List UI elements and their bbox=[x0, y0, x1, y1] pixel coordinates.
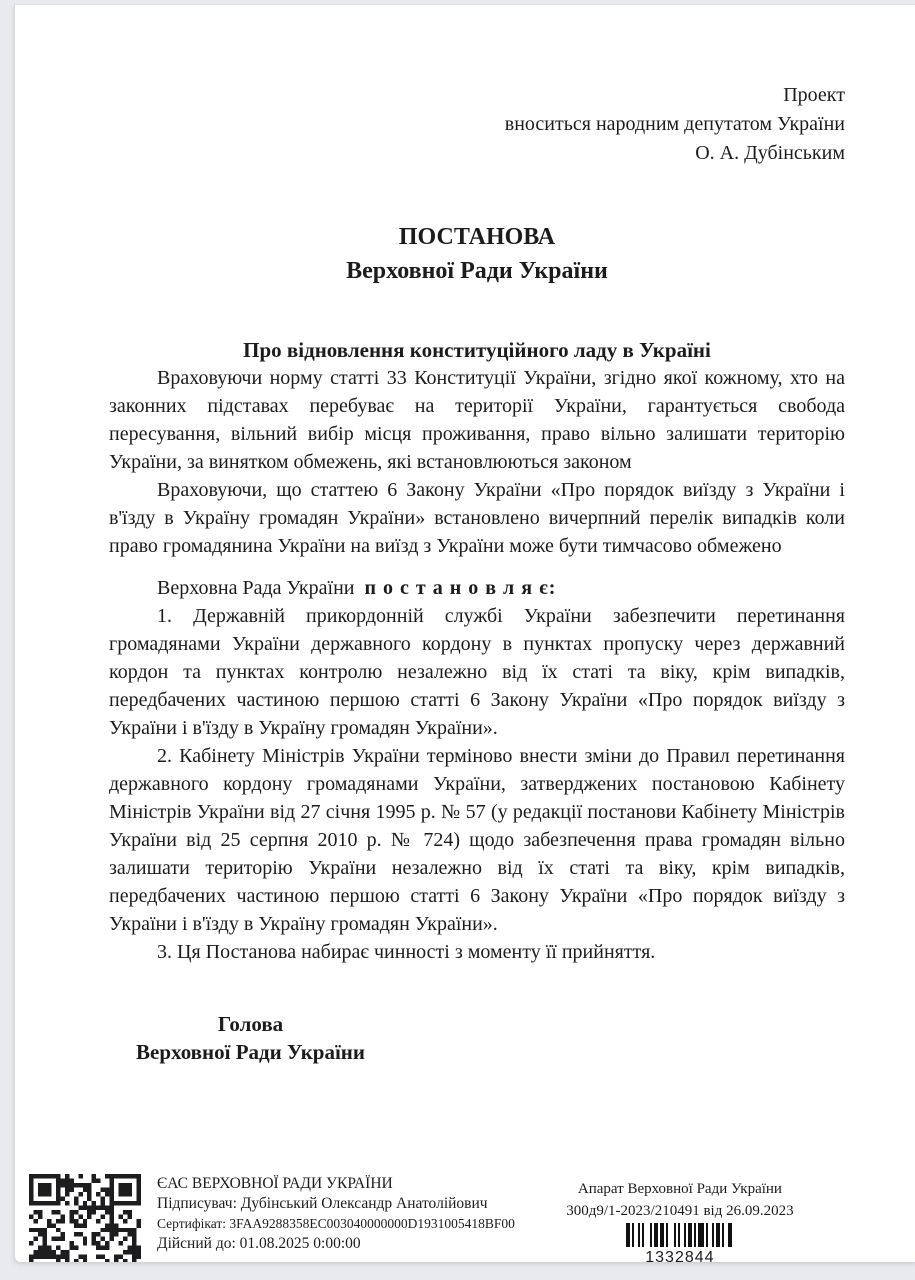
signature-org: Верховної Ради України bbox=[136, 1040, 366, 1064]
registration-office: Апарат Верховної Ради України bbox=[577, 1181, 782, 1197]
registration-number: 300д9/1-2023/210491 від 26.09.2023 bbox=[566, 1203, 794, 1219]
subject-line: Про відновлення конституційного ладу в Україні bbox=[243, 338, 711, 362]
resolution-item: 2. Кабінету Міністрів України терміново внести зміни до Правил перетинання державного кордону громадянами України, затверджених постановою Кабінету Міністрів України від 27 січня 1995 р. № 57 (у редакції постанови Кабінету Міністрів України від 25 серпня 2010 р. № 724) щодо забезпечення права громадян вільно залишати територію України незалежно від їх статі та віку, крім випадків, передбачених частиною першою статті 6 Закону України «Про порядок виїзду з України і в'їзду в Україну громадян України». bbox=[109, 745, 845, 935]
document-title bbox=[109, 220, 845, 288]
eas-signature-block bbox=[157, 1172, 515, 1254]
enacting-verb: п о с т а н о в л я є: bbox=[364, 577, 557, 599]
barcode-number: 1332844 bbox=[645, 1249, 715, 1262]
signature-block bbox=[136, 1010, 365, 1066]
document-title-line: Верховної Ради України bbox=[346, 258, 608, 284]
preamble-paragraph: Враховуючи норму статті 33 Конституції України, згідно якої кожному, хто на законних підставах перебуває на території України, гарантується свобода пересування, вільний вибір місця проживання, право вільно залишати територію України, за винятком обмежень, які встановлюються законом bbox=[109, 367, 845, 473]
submission-note-line: вноситься народним депутатом України bbox=[504, 113, 845, 135]
validity-line: Дійсний до: 01.08.2025 0:00:00 bbox=[157, 1235, 361, 1252]
qr-code-icon bbox=[29, 1174, 141, 1262]
submission-note-line: Проект bbox=[783, 84, 845, 106]
signer-line: Підписувач: Дубінський Олександр Анатолійович bbox=[157, 1195, 488, 1212]
barcode-icon bbox=[515, 1223, 845, 1247]
submission-note-line: О. А. Дубінським bbox=[695, 142, 845, 164]
eas-system-label: ЄАС ВЕРХОВНОЇ РАДИ УКРАЇНИ bbox=[157, 1175, 393, 1192]
certificate-line: Сертифікат: 3FAA9288358EC003040000000D1931005418BF00 bbox=[157, 1216, 515, 1231]
signature-title: Голова bbox=[217, 1012, 284, 1036]
document-page bbox=[14, 4, 915, 1262]
resolution-item: 1. Державній прикордонній службі України забезпечити перетинання громадянами України державного кордону в пунктах пропуску через державний кордон та пунктах контролю незалежно від їх статі та віку, крім випадків, передбачених частиною першою статті 6 Закону України «Про порядок виїзду з України і в'їзду в Україну громадян України». bbox=[109, 605, 845, 739]
preamble-paragraph: Враховуючи, що статтею 6 Закону України «Про порядок виїзду з України і в'їзду в Україну громадян України» встановлено вичерпний перелік випадків коли право громадянина України на виїзд з України може бути тимчасово обмежено bbox=[109, 479, 845, 557]
submission-note bbox=[109, 81, 845, 168]
resolution-item: 3. Ця Постанова набирає чинності з моменту її прийняття. bbox=[157, 941, 656, 963]
enacting-prefix: Верховна Рада України bbox=[157, 577, 355, 599]
enacting-clause bbox=[109, 574, 845, 602]
document-footer bbox=[29, 1172, 915, 1262]
registration-block bbox=[515, 1172, 845, 1262]
document-title-line: ПОСТАНОВА bbox=[398, 224, 556, 250]
document-content bbox=[15, 5, 915, 1066]
